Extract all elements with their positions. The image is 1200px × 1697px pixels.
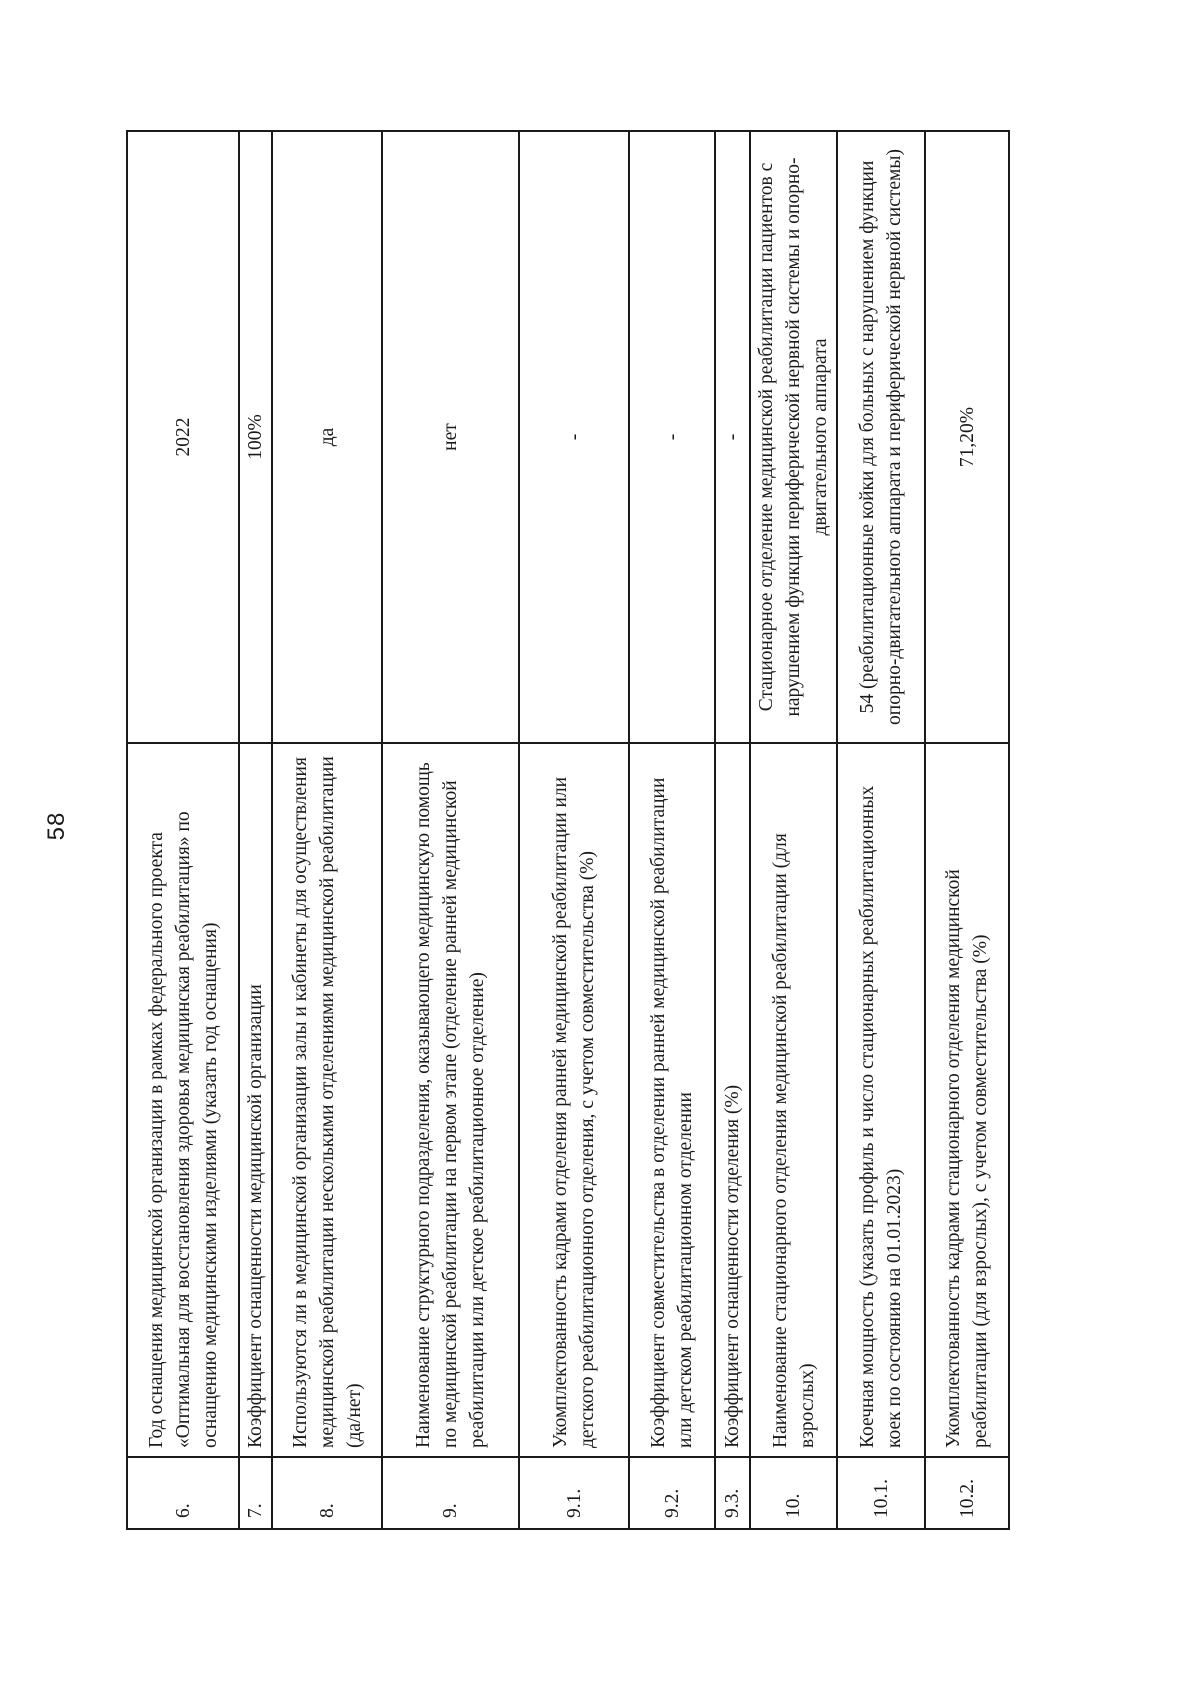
- table-row: [272, 131, 382, 1529]
- table-row: [750, 131, 837, 1529]
- rehabilitation-indicators-table: [126, 130, 1010, 1530]
- row-number: 10.1.: [837, 1457, 925, 1529]
- row-number: 10.2.: [925, 1457, 1009, 1529]
- indicator-name: Коэффициент оснащенности отделения (%): [715, 743, 750, 1457]
- row-number: 9.3.: [715, 1457, 750, 1529]
- row-number: 10.: [750, 1457, 837, 1529]
- indicator-value: -: [629, 131, 715, 743]
- table-row: [925, 131, 1009, 1529]
- table-row: [837, 131, 925, 1529]
- rotated-table-container: [126, 130, 1074, 1530]
- table-row: [629, 131, 715, 1529]
- indicator-name: Наименование структурного подразделения, оказывающего медицинскую помощь по медицинской реабилитации на первом этапе (отделение ранней медицинской реабилитации или детское реабилитационное отделение): [382, 743, 519, 1457]
- row-number: 6.: [127, 1457, 239, 1529]
- table-row: [382, 131, 519, 1529]
- indicator-name: Год оснащения медицинской организации в рамках федерального проекта «Оптимальная для восстановления здоровья медицинская реабилитация» по оснащению медицинскими изделиями (указать год оснащения): [127, 743, 239, 1457]
- table-row: [519, 131, 629, 1529]
- indicator-value: 2022: [127, 131, 239, 743]
- table-row: [239, 131, 272, 1529]
- indicator-name: Коэффициент оснащенности медицинской организации: [239, 743, 272, 1457]
- table-row: [127, 131, 239, 1529]
- indicator-value: 100%: [239, 131, 272, 743]
- indicator-name: Укомплектованность кадрами стационарного отделения медицинской реабилитации (для взрослых), с учетом совместительства (%): [925, 743, 1009, 1457]
- indicator-value: 71,20%: [925, 131, 1009, 743]
- indicator-name: Наименование стационарного отделения медицинской реабилитации (для взрослых): [750, 743, 837, 1457]
- table-row: [715, 131, 750, 1529]
- indicator-value: нет: [382, 131, 519, 743]
- indicator-name: Коэффициент совместительства в отделении ранней медицинской реабилитации или детском реабилитационном отделении: [629, 743, 715, 1457]
- indicator-value: Стационарное отделение медицинской реабилитации пациентов с нарушением функции периферической нервной системы и опорно-двигательного аппарата: [750, 131, 837, 743]
- indicator-value: -: [715, 131, 750, 743]
- indicator-value: -: [519, 131, 629, 743]
- indicator-name: Укомплектованность кадрами отделения ранней медицинской реабилитации или детского реабилитационного отделения, с учетом совместительства (%): [519, 743, 629, 1457]
- row-number: 9.2.: [629, 1457, 715, 1529]
- indicator-value: да: [272, 131, 382, 743]
- row-number: 7.: [239, 1457, 272, 1529]
- indicator-name: Используются ли в медицинской организации залы и кабинеты для осуществления медицинской реабилитации несколькими отделениями медицинской реабилитации (да/нет): [272, 743, 382, 1457]
- page-number: 58: [43, 811, 70, 841]
- row-number: 8.: [272, 1457, 382, 1529]
- indicator-name: Коечная мощность (указать профиль и число стационарных реабилитационных коек по состоянию на 01.01.2023): [837, 743, 925, 1457]
- indicator-value: 54 (реабилитационные койки для больных с нарушением функции опорно-двигательного аппарата и периферической нервной системы): [837, 131, 925, 743]
- row-number: 9.1.: [519, 1457, 629, 1529]
- row-number: 9.: [382, 1457, 519, 1529]
